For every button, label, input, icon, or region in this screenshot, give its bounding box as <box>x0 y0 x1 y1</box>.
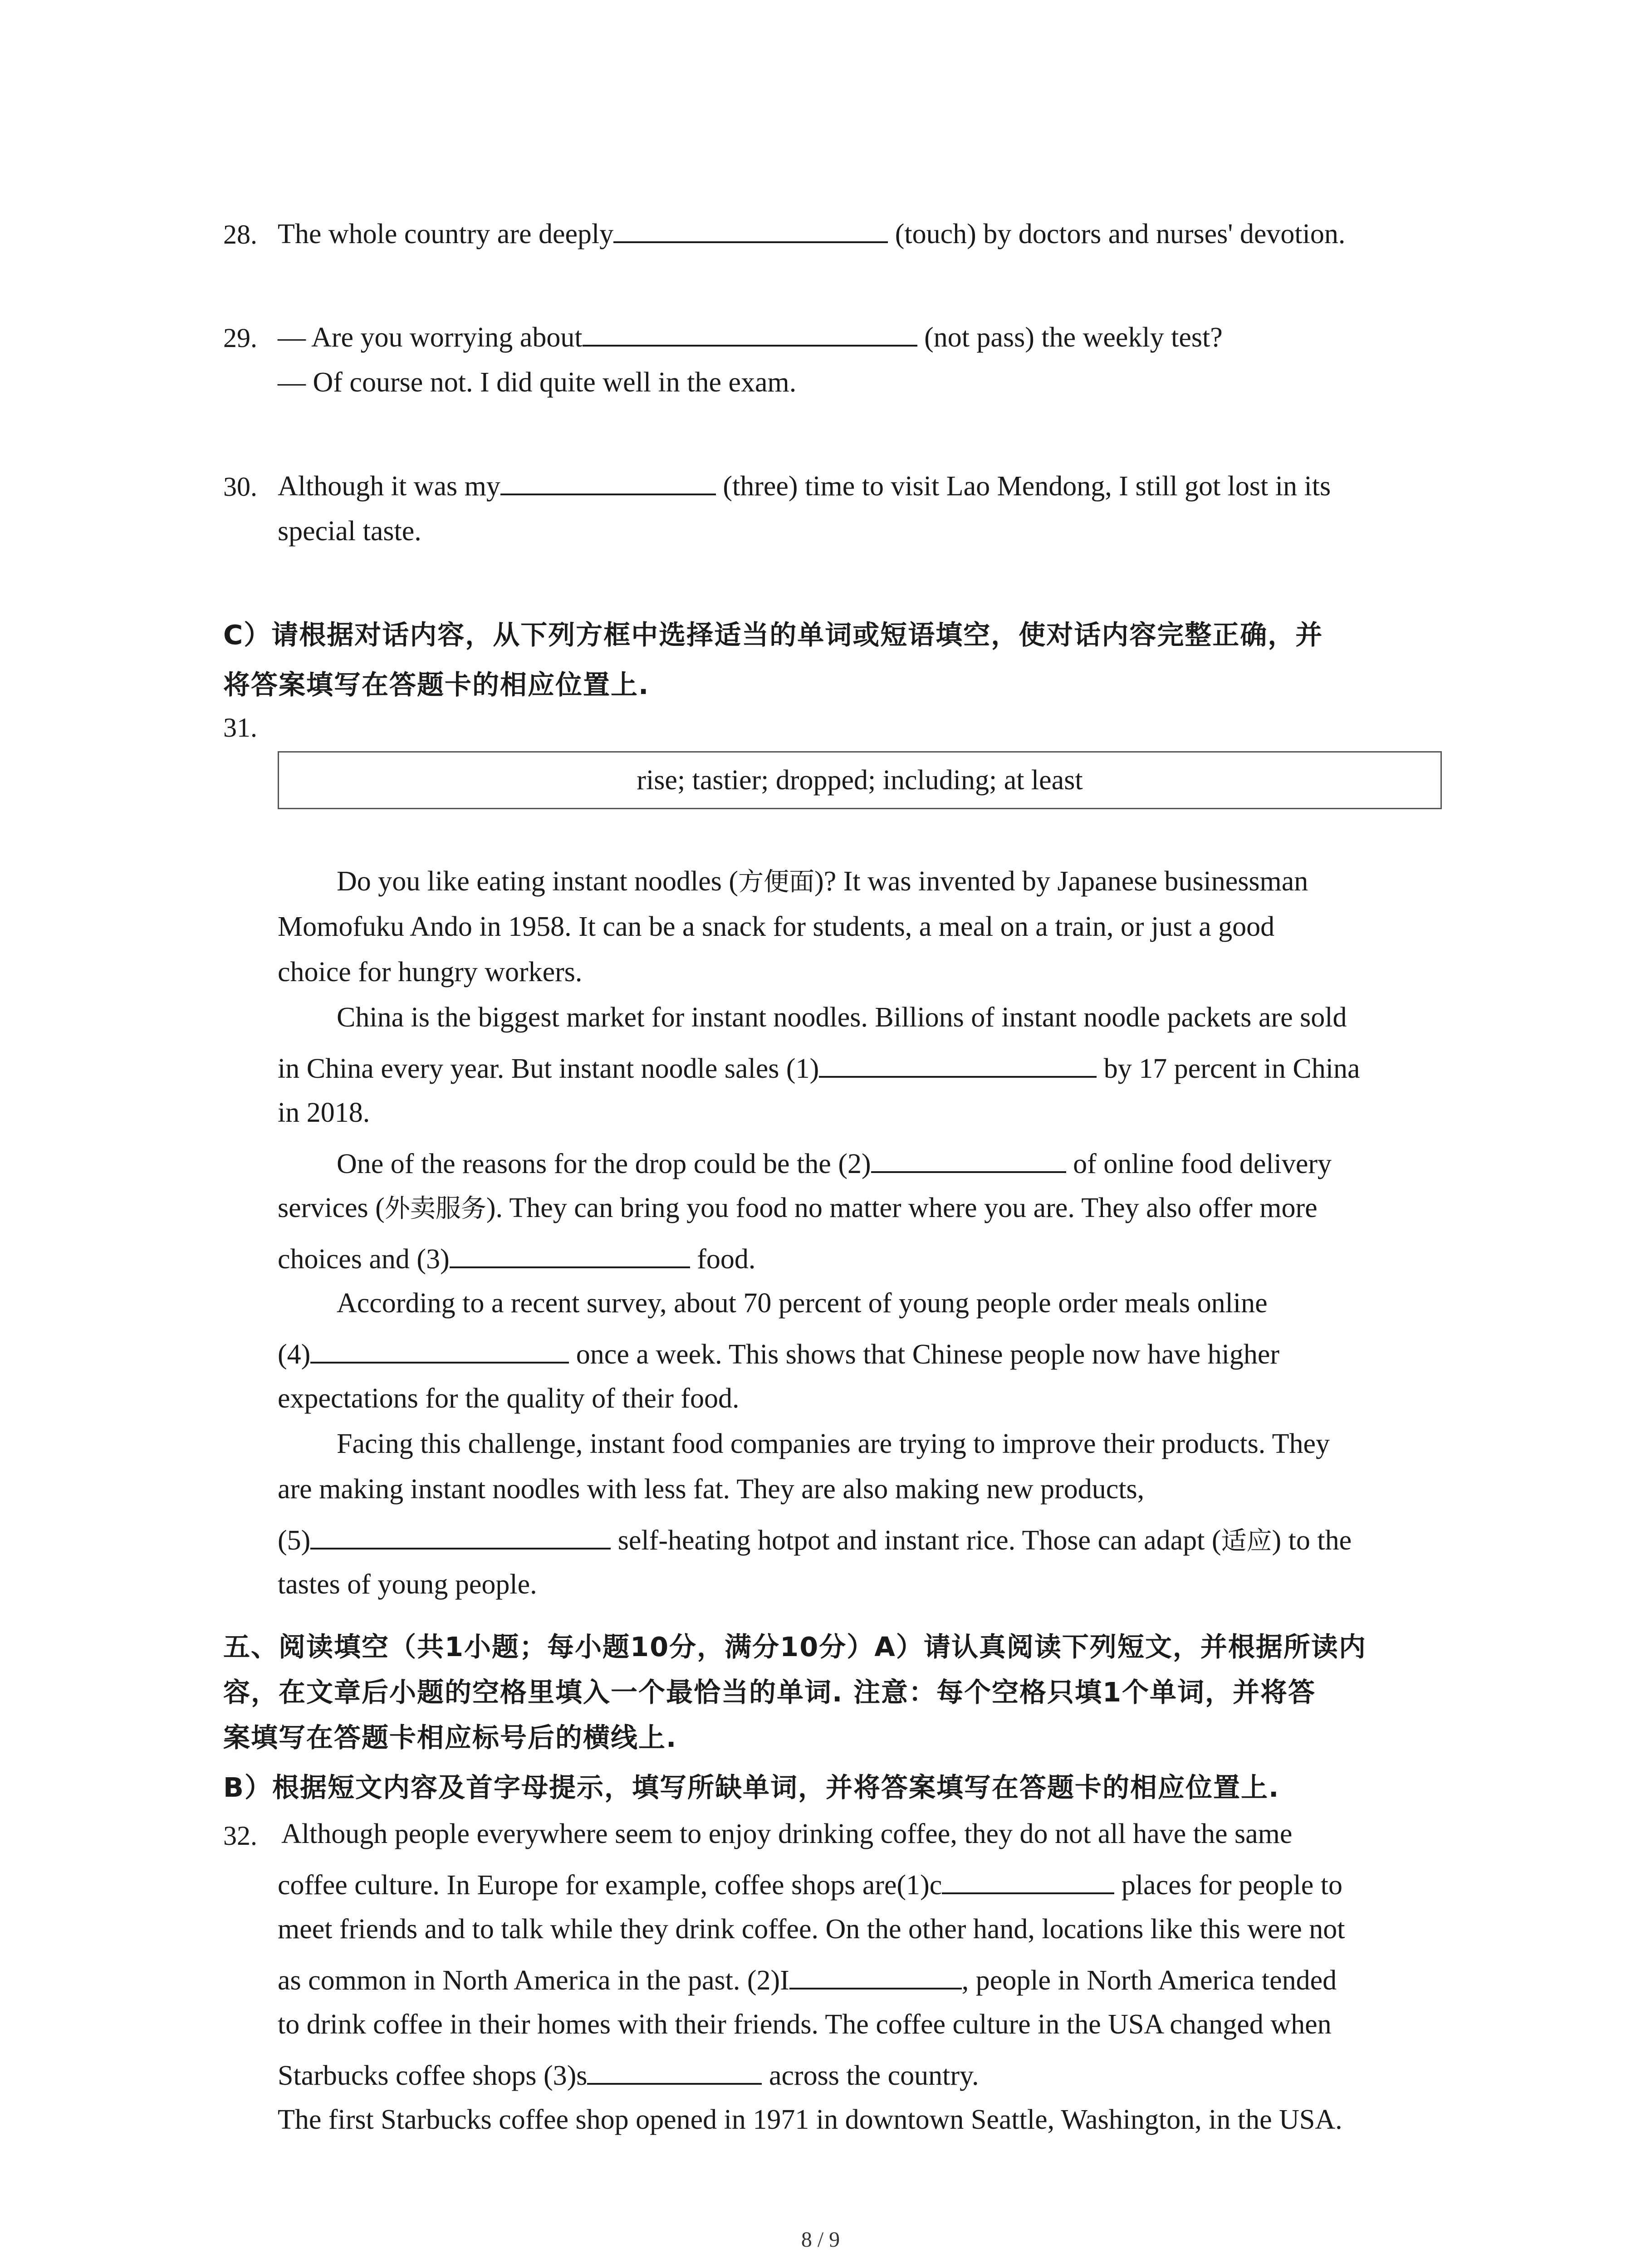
page-number: 8 / 9 <box>801 2228 840 2252</box>
q31-paragraph-5-line-4: tastes of young people. <box>278 1569 537 1600</box>
q31-paragraph-2-line-2 <box>278 1053 1360 1083</box>
q32-line-7: The first Starbucks coffee shop opened in 1971 in downtown Seattle, Washington, in the USA. <box>278 2104 1342 2135</box>
q30-text-before: Although it was my <box>278 471 500 502</box>
q28-blank[interactable] <box>613 219 888 243</box>
q32-line-6 <box>278 2060 979 2090</box>
q31-paragraph-5-line-2: are making instant noodles with less fat. They are also making new products, <box>278 1474 1145 1505</box>
q31-p3-text-b: of online food delivery <box>1073 1149 1332 1179</box>
q30-line-2: special taste. <box>278 516 421 547</box>
question-number-28: 28. <box>223 220 257 249</box>
q28-text-before: The whole country are deeply <box>278 219 614 249</box>
q31-blank-5[interactable] <box>310 1525 611 1549</box>
q31-blank-2[interactable] <box>871 1149 1066 1173</box>
q32-line-4 <box>278 1965 1337 1994</box>
q31-paragraph-1-line-3: choice for hungry workers. <box>278 957 583 987</box>
q32-text-e: Starbucks coffee shops (3)s <box>278 2060 588 2091</box>
q31-p3-text-c: services ( <box>278 1193 385 1223</box>
q31-paragraph-1-line-2: Momofuku Ando in 1958. It can be a snack for students, a meal on a train, or just a good <box>278 911 1275 942</box>
q31-paragraph-1-line-1 <box>337 867 1308 895</box>
question-number-30: 30. <box>223 472 257 502</box>
q31-p5-text-b: self-heating hotpot and instant rice. Those can adapt ( <box>617 1525 1221 1556</box>
word-bank-box: rise; tastier; dropped; including; at least <box>278 751 1442 809</box>
q31-p3-text-a: One of the reasons for the drop could be the (2) <box>337 1149 871 1179</box>
q31-paragraph-3-line-1 <box>337 1149 1332 1178</box>
q32-text-f: across the country. <box>769 2060 979 2091</box>
q32-line-3: meet friends and to talk while they drink coffee. On the other hand, locations like this were not <box>278 1914 1345 1945</box>
q29-answer-line: — Of course not. I did quite well in the exam. <box>278 367 797 398</box>
question-29 <box>278 322 1223 352</box>
section-c-instruction-line-1: C）请根据对话内容，从下列方框中选择适当的单词或短语填空，使对话内容完整正确，并 <box>223 619 1323 650</box>
section-5-instruction-line-3: 案填写在答题卡相应标号后的横线上. <box>223 1722 677 1753</box>
q32-blank-3[interactable] <box>587 2060 762 2085</box>
q31-paragraph-5-line-3 <box>278 1525 1352 1554</box>
q32-text-b: places for people to <box>1121 1870 1343 1901</box>
q32-blank-1[interactable] <box>942 1870 1114 1894</box>
q31-paragraph-4-line-1: According to a recent survey, about 70 percent of young people order meals online <box>337 1288 1268 1319</box>
section-5-instruction-line-2: 容，在文章后小题的空格里填入一个最恰当的单词. 注意：每个空格只填1个单词，并将答 <box>223 1677 1316 1708</box>
q31-p2-text-a: in China every year. But instant noodle sales (1) <box>278 1053 819 1084</box>
q29-blank[interactable] <box>583 322 917 347</box>
question-number-29: 29. <box>223 323 257 353</box>
q31-paragraph-3-line-2 <box>278 1194 1318 1222</box>
q28-text-after: (touch) by doctors and nurses' devotion. <box>895 219 1346 249</box>
q31-blank-4[interactable] <box>310 1339 569 1364</box>
q29-text-before: — Are you worrying about <box>278 322 583 353</box>
question-number-31: 31. <box>223 713 257 743</box>
q31-paragraph-2-line-3: in 2018. <box>278 1097 370 1128</box>
q31-paragraph-4-line-3: expectations for the quality of their food. <box>278 1383 740 1414</box>
q31-p4-text-b: once a week. This shows that Chinese people now have higher <box>576 1339 1279 1370</box>
q31-p4-text-a: (4) <box>278 1339 311 1370</box>
question-number-32: 32. <box>223 1821 257 1851</box>
q32-line-1: Although people everywhere seem to enjoy drinking coffee, they do not all have the same <box>281 1818 1293 1849</box>
q32-text-a: coffee culture. In Europe for example, coffee shops are(1)c <box>278 1870 942 1901</box>
section-5-instruction-line-1: 五、阅读填空（共1小题；每小题10分，满分10分）A）请认真阅读下列短文，并根据所读内 <box>223 1631 1367 1662</box>
q29-text-after: (not pass) the weekly test? <box>924 322 1223 353</box>
q31-p1-text-a: Do you like eating instant noodles ( <box>337 866 739 897</box>
section-b-instruction: B）根据短文内容及首字母提示，填写所缺单词，并将答案填写在答题卡的相应位置上. <box>223 1772 1280 1803</box>
q31-paragraph-3-line-3 <box>278 1244 755 1273</box>
q31-p3-chinese-gloss: 外卖服务 <box>384 1194 486 1223</box>
q31-blank-1[interactable] <box>819 1053 1097 1078</box>
q31-p3-text-f: food. <box>697 1244 756 1275</box>
q31-p1-chinese-gloss: 方便面 <box>738 867 815 897</box>
q31-p3-text-d: ). They can bring you food no matter where you are. They also offer more <box>486 1193 1318 1223</box>
q31-p2-text-b: by 17 percent in China <box>1103 1053 1360 1084</box>
q32-line-5: to drink coffee in their homes with their friends. The coffee culture in the USA changed when <box>278 2009 1332 2040</box>
question-28 <box>278 219 1345 248</box>
q32-text-d: , people in North America tended <box>961 1965 1337 1996</box>
q30-blank[interactable] <box>500 471 716 495</box>
q31-p1-text-b: )? It was invented by Japanese businessman <box>814 866 1308 897</box>
q32-blank-2[interactable] <box>789 1965 962 1989</box>
q31-p5-text-c: ) to the <box>1272 1525 1352 1556</box>
q31-paragraph-4-line-2 <box>278 1339 1279 1369</box>
q31-paragraph-5-line-1: Facing this challenge, instant food companies are trying to improve their products. They <box>337 1428 1330 1459</box>
q31-paragraph-2-line-1: China is the biggest market for instant noodles. Billions of instant noodle packets are sold <box>337 1002 1347 1033</box>
q31-blank-3[interactable] <box>450 1244 690 1268</box>
q32-line-2 <box>278 1870 1342 1899</box>
q31-p3-text-e: choices and (3) <box>278 1244 450 1275</box>
question-30 <box>278 471 1331 500</box>
q32-text-c: as common in North America in the past. (2)I <box>278 1965 789 1996</box>
section-c-instruction-line-2: 将答案填写在答题卡的相应位置上. <box>223 669 650 700</box>
q31-p5-chinese-gloss: 适应 <box>1221 1526 1272 1556</box>
q31-p5-text-a: (5) <box>278 1525 311 1556</box>
q30-text-after: (three) time to visit Lao Mendong, I still got lost in its <box>723 471 1331 502</box>
